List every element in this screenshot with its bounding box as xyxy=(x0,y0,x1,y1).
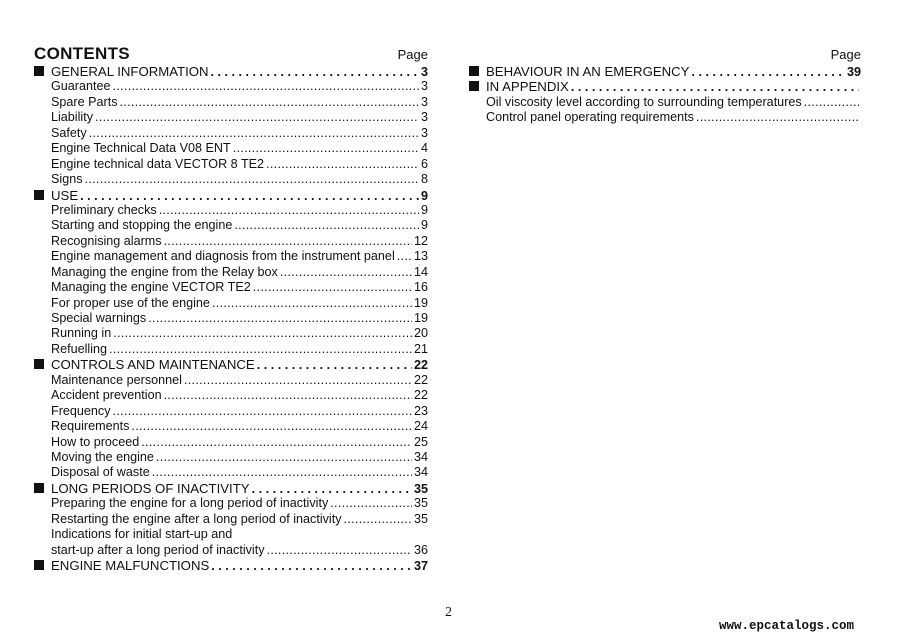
toc-subentry[interactable] xyxy=(469,95,861,110)
toc-section-entry[interactable] xyxy=(469,79,861,94)
dot-leader xyxy=(85,172,419,187)
toc-section-entry[interactable] xyxy=(34,64,428,79)
toc-list-left xyxy=(34,64,428,573)
toc-subentry[interactable] xyxy=(34,280,428,295)
toc-entry-title: Signs xyxy=(51,172,83,187)
dot-leader xyxy=(691,65,845,80)
dot-leader xyxy=(233,141,419,156)
toc-page-number: 34 xyxy=(413,465,428,480)
dot-leader xyxy=(804,95,859,110)
toc-subentry[interactable] xyxy=(34,512,428,527)
toc-subentry[interactable] xyxy=(34,218,428,233)
toc-entry-title: Refuelling xyxy=(51,341,108,356)
dot-leader xyxy=(696,110,859,125)
dot-leader xyxy=(397,249,412,264)
toc-page-number: 12 xyxy=(413,233,428,248)
toc-subentry[interactable] xyxy=(34,265,428,280)
toc-page-number: 25 xyxy=(413,434,428,449)
toc-entry-title: Running in xyxy=(51,326,112,341)
dot-leader xyxy=(113,79,419,94)
toc-page-number: 23 xyxy=(413,403,428,418)
toc-subentry[interactable] xyxy=(34,203,428,218)
toc-entry-title: Requirements xyxy=(51,419,130,434)
dot-leader xyxy=(211,559,412,574)
toc-page-number: 19 xyxy=(413,311,428,325)
toc-page-number: 9 xyxy=(420,218,428,233)
toc-subentry[interactable] xyxy=(34,373,428,388)
dot-leader xyxy=(148,311,412,326)
toc-entry-title: Accident prevention xyxy=(51,388,162,403)
toc-page-number: 3 xyxy=(420,65,428,79)
toc-page-number: 3 xyxy=(420,110,428,125)
toc-subentry[interactable] xyxy=(34,342,428,357)
dot-leader xyxy=(164,234,412,249)
square-bullet-icon xyxy=(34,190,44,200)
toc-entry-title: Frequency xyxy=(51,403,111,418)
toc-entry-title: Engine Technical Data V08 ENT xyxy=(51,141,231,156)
dot-leader xyxy=(152,465,412,480)
toc-entry-title: Preparing the engine for a long period of inactivity xyxy=(51,496,329,511)
toc-subentry[interactable] xyxy=(34,172,428,187)
toc-entry-title: start-up after a long period of inactivity xyxy=(51,542,265,557)
contents-header xyxy=(34,44,428,64)
toc-subentry[interactable] xyxy=(34,326,428,341)
toc-entry-title: Safety xyxy=(51,125,87,140)
contents-header-right xyxy=(469,44,861,64)
toc-subentry[interactable] xyxy=(34,311,428,326)
toc-page-number: 34 xyxy=(413,449,428,464)
page-column-label-right: Page xyxy=(830,47,861,62)
toc-page-number: 9 xyxy=(420,202,428,217)
toc-page-number: 24 xyxy=(413,419,428,434)
square-bullet-icon xyxy=(34,66,44,76)
toc-page-number: 4 xyxy=(420,141,428,156)
dot-leader xyxy=(280,265,412,280)
toc-subentry[interactable] xyxy=(34,95,428,110)
toc-subentry[interactable] xyxy=(34,249,428,264)
toc-entry-title: Spare Parts xyxy=(51,94,118,109)
toc-entry-title: Recognising alarms xyxy=(51,233,162,248)
toc-subentry[interactable] xyxy=(34,157,428,172)
dot-leader xyxy=(267,543,412,558)
toc-entry-title: Managing the engine VECTOR TE2 xyxy=(51,280,251,295)
dot-leader xyxy=(89,126,419,141)
toc-page-number: 8 xyxy=(420,172,428,187)
dot-leader xyxy=(95,110,419,125)
toc-entry-title: Maintenance personnel xyxy=(51,372,182,387)
toc-entry-title: Preliminary checks xyxy=(51,202,157,217)
dot-leader xyxy=(113,404,412,419)
contents-left-column xyxy=(34,44,428,573)
toc-entry-title: USE xyxy=(51,187,79,203)
toc-entry-title: Liability xyxy=(51,110,93,125)
dot-leader xyxy=(80,189,419,204)
dot-leader xyxy=(266,157,419,172)
square-bullet-icon xyxy=(34,359,44,369)
dot-leader xyxy=(156,450,412,465)
square-bullet-icon xyxy=(469,66,479,76)
toc-page-number: 19 xyxy=(413,295,428,310)
toc-page-number: 22 xyxy=(413,388,428,403)
toc-subentry[interactable] xyxy=(34,79,428,94)
toc-subentry[interactable] xyxy=(34,465,428,480)
toc-entry-title: ENGINE MALFUNCTIONS xyxy=(51,558,210,573)
toc-subentry[interactable] xyxy=(34,543,428,558)
toc-entry-title: Engine technical data VECTOR 8 TE2 xyxy=(51,156,265,171)
dot-leader xyxy=(113,326,412,341)
dot-leader xyxy=(330,496,412,511)
toc-entry-title: Engine management and diagnosis from the instrument panel xyxy=(51,249,395,264)
toc-entry-title: BEHAVIOUR IN AN EMERGENCY xyxy=(486,64,690,79)
page-column-label: Page xyxy=(397,47,428,62)
toc-entry-title: GENERAL INFORMATION xyxy=(51,64,209,79)
toc-subentry[interactable] xyxy=(34,404,428,419)
square-bullet-icon xyxy=(469,81,479,91)
toc-subentry[interactable] xyxy=(469,110,861,125)
toc-entry-title: Oil viscosity level according to surrounding temperatures xyxy=(486,94,802,109)
watermark: www.epcatalogs.com xyxy=(718,619,854,633)
toc-entry-title: Control panel operating requirements xyxy=(486,110,694,125)
toc-list-right xyxy=(469,64,861,126)
toc-page-number: 39 xyxy=(846,65,861,79)
toc-page-number: 9 xyxy=(420,188,428,203)
toc-entry-title: CONTROLS AND MAINTENANCE xyxy=(51,357,255,373)
toc-entry-title: Moving the engine xyxy=(51,449,154,464)
toc-entry-title: Managing the engine from the Relay box xyxy=(51,264,278,279)
toc-section-entry[interactable] xyxy=(34,188,428,203)
toc-entry-title: For proper use of the engine xyxy=(51,295,210,310)
toc-entry-title: Restarting the engine after a long period of inactivity xyxy=(51,511,342,526)
toc-subentry[interactable] xyxy=(34,234,428,249)
toc-subentry[interactable] xyxy=(34,450,428,465)
toc-subentry[interactable] xyxy=(34,141,428,156)
toc-page-number: 3 xyxy=(420,125,428,140)
dot-leader xyxy=(211,65,419,80)
toc-section-entry[interactable] xyxy=(34,558,428,573)
toc-page-number: 35 xyxy=(413,496,428,511)
square-bullet-icon xyxy=(34,560,44,570)
toc-entry-title: Special warnings xyxy=(51,311,147,325)
toc-page-number: 22 xyxy=(413,372,428,387)
toc-entry-title: Guarantee xyxy=(51,79,111,94)
toc-subentry[interactable] xyxy=(34,419,428,434)
toc-entry-title: How to proceed xyxy=(51,434,140,449)
toc-page-number: 36 xyxy=(413,542,428,557)
toc-page-number: 13 xyxy=(413,249,428,264)
toc-page-number: 21 xyxy=(413,341,428,356)
contents-title: CONTENTS xyxy=(34,44,130,63)
dot-leader xyxy=(109,342,412,357)
toc-entry-title: LONG PERIODS OF INACTIVITY xyxy=(51,480,250,496)
toc-entry-title: IN APPENDIX xyxy=(486,79,569,95)
toc-section-entry[interactable] xyxy=(34,357,428,372)
dot-leader xyxy=(257,358,412,373)
dot-leader xyxy=(253,280,412,295)
toc-page-number: 35 xyxy=(413,511,428,526)
toc-page-number: 22 xyxy=(413,358,428,373)
toc-subentry[interactable] xyxy=(34,110,428,125)
toc-subentry[interactable] xyxy=(34,388,428,403)
toc-subentry[interactable] xyxy=(34,527,428,542)
dot-leader xyxy=(571,80,859,95)
toc-page-number: 6 xyxy=(420,156,428,171)
square-bullet-icon xyxy=(34,483,44,493)
dot-leader xyxy=(120,95,419,110)
toc-page-number: 37 xyxy=(413,559,428,573)
toc-section-entry[interactable] xyxy=(469,64,861,79)
dot-leader xyxy=(159,203,419,218)
dot-leader xyxy=(344,512,412,527)
toc-page-number: 14 xyxy=(413,264,428,279)
toc-entry-title: Disposal of waste xyxy=(51,465,150,480)
dot-leader xyxy=(212,296,412,311)
toc-subentry[interactable] xyxy=(34,126,428,141)
toc-section-entry[interactable] xyxy=(34,481,428,496)
page-number: 2 xyxy=(445,605,452,620)
dot-leader xyxy=(184,373,412,388)
dot-leader xyxy=(234,218,419,233)
contents-right-column xyxy=(469,44,861,126)
dot-leader xyxy=(131,419,412,434)
toc-page-number: 3 xyxy=(420,79,428,94)
toc-page-number: 3 xyxy=(420,94,428,109)
toc-entry-title: Starting and stopping the engine xyxy=(51,218,233,233)
toc-subentry[interactable] xyxy=(34,496,428,511)
toc-page-number: 20 xyxy=(413,326,428,341)
toc-page-number: 35 xyxy=(413,481,428,496)
toc-subentry[interactable] xyxy=(34,435,428,450)
toc-subentry[interactable] xyxy=(34,296,428,311)
toc-entry-title: Indications for initial start-up and xyxy=(51,527,233,542)
dot-leader xyxy=(164,388,412,403)
dot-leader xyxy=(252,482,412,497)
toc-page-number: 16 xyxy=(413,280,428,295)
dot-leader xyxy=(141,435,412,450)
